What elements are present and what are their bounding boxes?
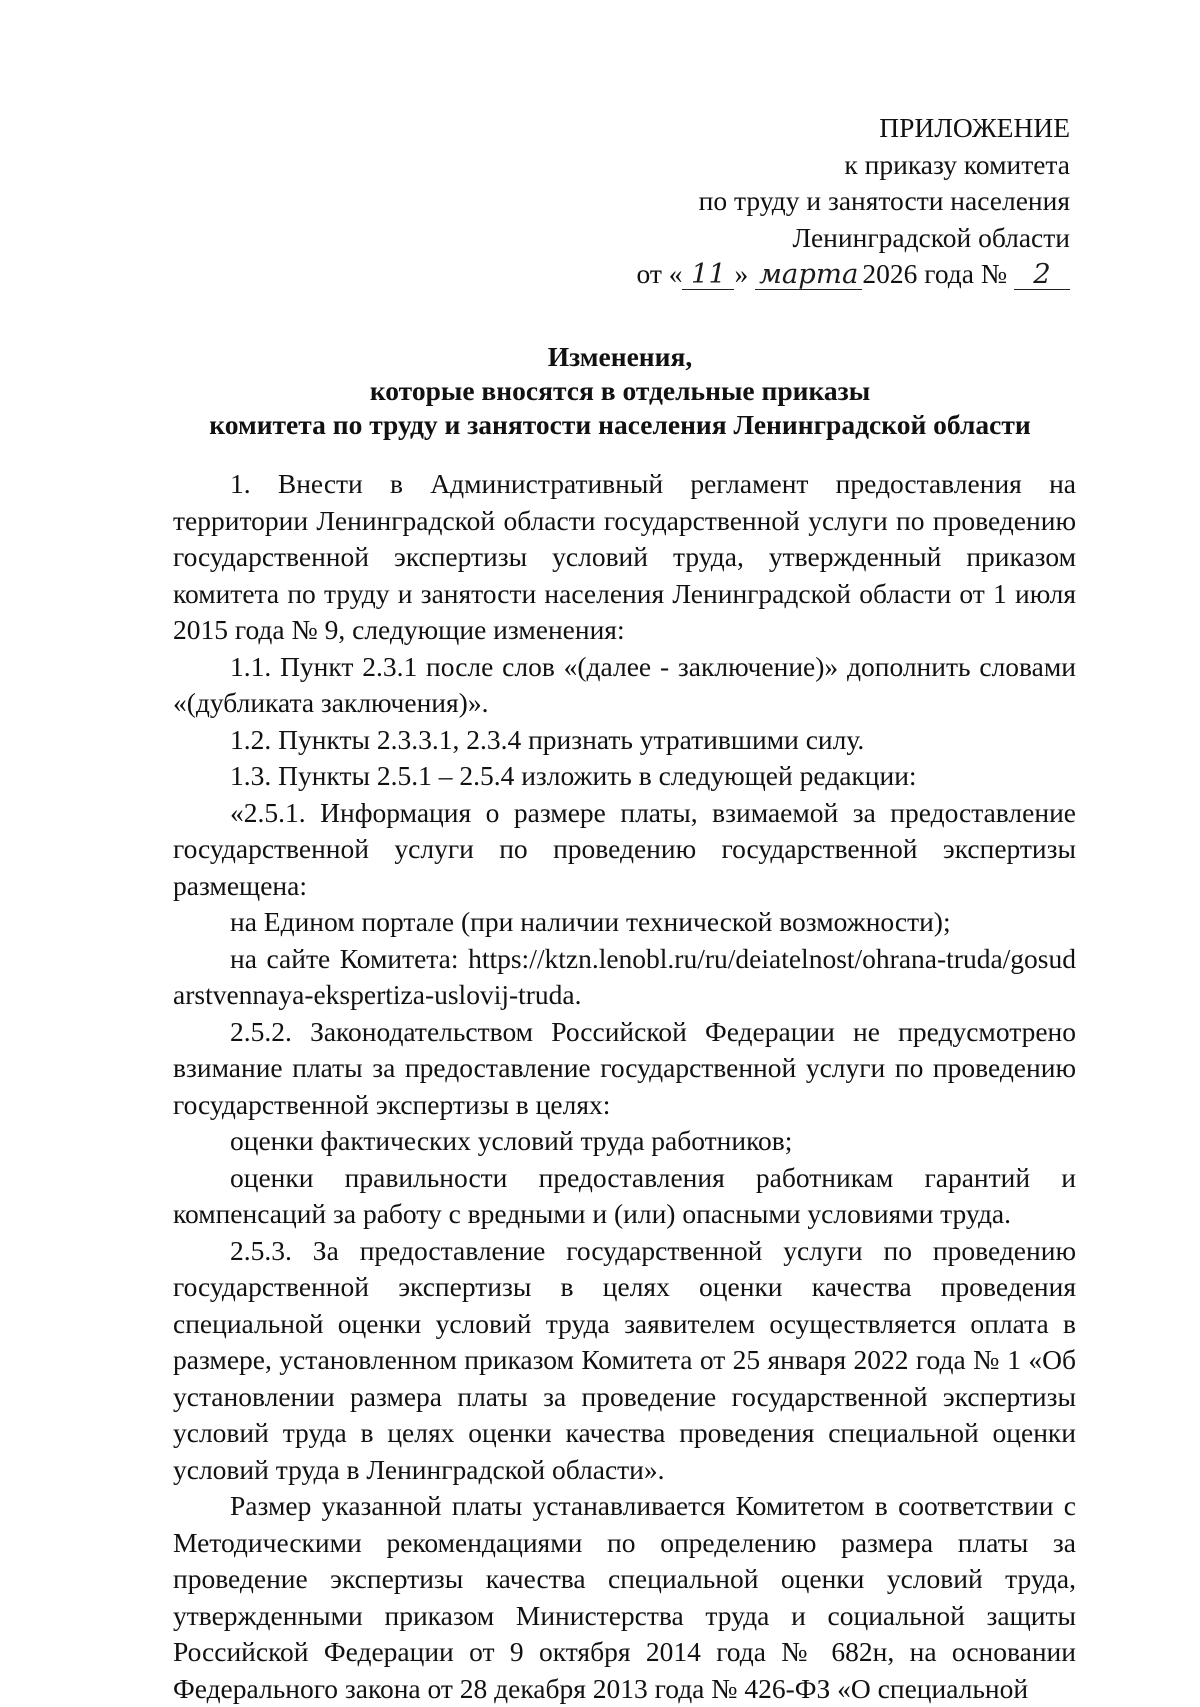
paragraph-1-3: 1.3. Пункты 2.5.1 – 2.5.4 изложить в следующей редакции: [230, 760, 917, 791]
appendix-label: ПРИЛОЖЕНИЕ [879, 112, 1070, 143]
order-date-line [550, 256, 1070, 293]
date-mid: » [734, 258, 756, 289]
handwritten-day: 11 [682, 259, 734, 290]
paragraph-1-2: 1.2. Пункты 2.3.3.1, 2.3.4 признать утратившими силу. [230, 723, 865, 755]
handwritten-order-number: 2 [1014, 259, 1070, 290]
committee-line: по труду и занятости населения [698, 185, 1070, 216]
date-prefix: от « [636, 258, 683, 289]
paragraph-guarantees: оценки правильности предоставления работникам гарантий и компенсаций за работу с вредными и (или) опасными условиями труда. [173, 1161, 1076, 1229]
appendix-header [550, 110, 1070, 293]
paragraph-fee-size: Размер указанной платы устанавливается Комитетом в соответствии с Методическими рекомендациями по определению размера платы за проведение экспертизы качества специальной оценки условий труда, утвержденными приказом Министерства труда и социальной защиты Российской Федерации от 9 октября 2014 года № 682н, на основании Федерального закона от 28 декабря 2013 года № 426-ФЗ «О специальной [173, 1490, 1076, 1704]
paragraph-2-5-2: 2.5.2. Законодательством Российской Федерации не предусмотрено взимание платы за предоставление государственной услуги по проведению государственной экспертизы в целях: [173, 1015, 1076, 1120]
paragraph-2-5-3: 2.5.3. За предоставление государственной услуги по проведению государственной экспертизы в целях оценки качества проведения специальной оценки условий труда заявителем осуществляется оплата в размере, установленном приказом Комитета от 25 января 2022 года № 1 «Об установлении размера платы за проведение государственной экспертизы условий труда в целях оценки качества проведения специальной оценки условий труда в Ленинградской области». [173, 1234, 1076, 1485]
paragraph-website: на сайте Комитета: https://ktzn.lenobl.ru/ru/deiatelnost/ohrana-truda/gosudarstvennaya-ekspertiza-uslovij-truda. [173, 942, 1076, 1010]
handwritten-month: марта [755, 259, 862, 290]
paragraph-2-5-1: «2.5.1. Информация о размере платы, взимаемой за предоставление государственной услуги по проведению государственной экспертизы размещена: [173, 796, 1076, 901]
paragraph-portal: на Едином портале (при наличии технической возможности); [230, 906, 951, 937]
document-title [170, 340, 1070, 442]
title-line-3: комитета по труду и занятости населения Ленинградской области [209, 409, 1031, 440]
region-line: Ленинградской области [792, 221, 1070, 253]
paragraph-1-1: 1.1. Пункт 2.3.1 после слов «(далее - заключение)» дополнить словами «(дубликата заключения)». [173, 650, 1076, 718]
order-ref-line: к приказу комитета [844, 148, 1070, 180]
date-year: 2026 года № [862, 258, 1008, 289]
paragraph-1: 1. Внести в Административный регламент предоставления на территории Ленинградской области государственной услуги по проведению государственной экспертизы условий труда, утвержденный приказом комитета по труду и занятости населения Ленинградской области от 1 июля 2015 года № 9, следующие изменения: [173, 468, 1076, 645]
paragraph-fact-conditions: оценки фактических условий труда работников; [230, 1125, 793, 1156]
title-line-2: которые вносятся в отдельные приказы [369, 375, 871, 406]
document-body [173, 466, 1076, 1707]
title-line-1: Изменения, [547, 341, 693, 372]
